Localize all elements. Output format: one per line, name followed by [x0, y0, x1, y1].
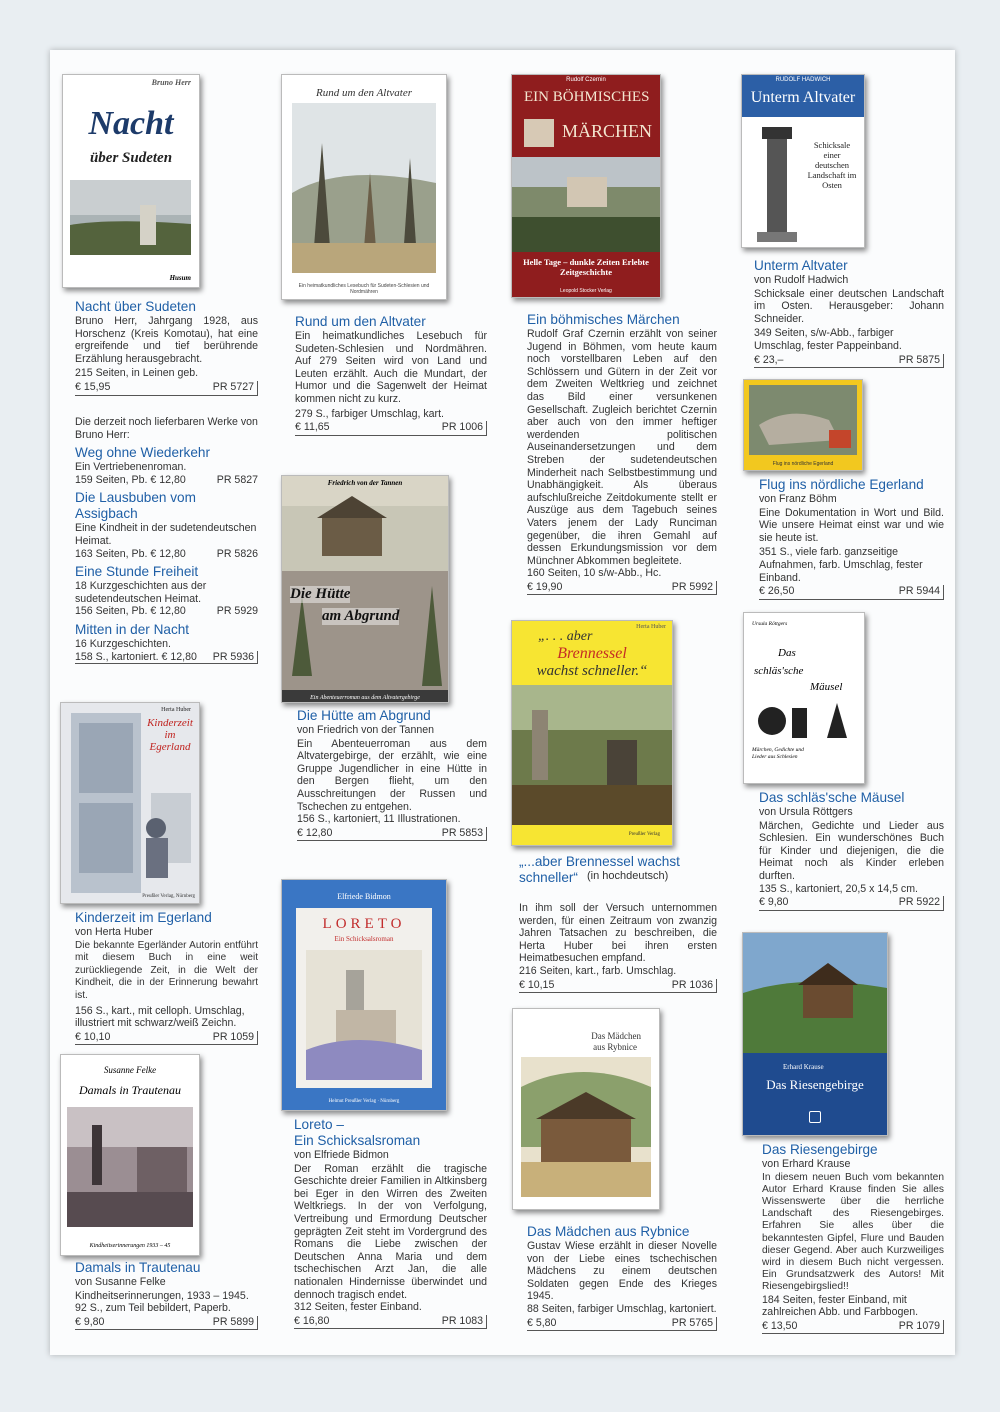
book-cover-nacht[interactable] — [62, 74, 200, 288]
cover-title-line3: Mäusel — [810, 681, 843, 693]
book-description: Der Roman erzählt die tragische Geschichte dreier Familien in Altkinsberg bei Eger in den Wirren des Zweiten Weltkriegs. In der von Verfolgung, Vertreibung und Ermordung Deutscher geprägten Zeit steht im Vordergrund des Romans die Liebe zwischen der Deutschen Anna Maria und dem tschechischen Arzt Jan, die alle nationalen Hindernisse überwindet und dennoch tragisch endet. — [294, 1162, 487, 1301]
cover-author: Friedrich von der Tannen — [327, 479, 403, 487]
order-code: PR 5727 — [212, 380, 254, 393]
book-title[interactable]: Das schläs'sche Mäusel — [759, 790, 905, 805]
price: € 10,15 — [519, 978, 555, 991]
cover-title-line3: wachst schneller.“ — [536, 663, 648, 679]
cover-author: Bruno Herr — [151, 78, 191, 87]
book-title[interactable]: Ein böhmisches Märchen — [527, 312, 680, 327]
price-row — [527, 1317, 717, 1332]
order-code: PR 5936 — [212, 650, 254, 663]
castle-watercolor — [306, 950, 422, 1080]
cover-title: Unterm Altvater — [750, 89, 856, 106]
book-title[interactable]: Weg ohne Wiederkehr — [75, 445, 211, 461]
order-code: PR 5929 — [216, 605, 258, 618]
price-row — [527, 581, 717, 596]
book-flug-egerland — [759, 477, 944, 600]
book-title[interactable]: Damals in Trautenau — [75, 1260, 201, 1275]
cover-title: Rund um den Altvater — [315, 87, 413, 99]
cover-author: RUDOLF HADWICH — [775, 77, 831, 83]
order-code: PR 1006 — [441, 421, 483, 434]
book-info: 135 S., kartoniert, 20,5 x 14,5 cm. — [759, 882, 918, 895]
book-info: 88 Seiten, farbiger Umschlag, kartoniert. — [527, 1302, 717, 1315]
price: € 9,80 — [75, 1315, 105, 1328]
book-description: In ihm soll der Versuch unternommen werden, für einen Zeitraum von zwanzig Jahren Tatsachen zu beschreiben, die Herta Huber bei ihren ersten Heimatbesuchen empfand. — [519, 902, 717, 965]
book-title[interactable]: Flug ins nördliche Egerland — [759, 477, 924, 492]
catalog-page — [50, 50, 955, 1355]
order-code: PR 5944 — [898, 585, 940, 598]
price-row — [75, 381, 258, 396]
book-cover-huette-am-abgrund[interactable] — [281, 475, 449, 703]
herr-more-list — [75, 416, 258, 668]
landscape-illustration — [70, 180, 191, 255]
price-row — [295, 421, 487, 436]
order-code: PR 5765 — [671, 1316, 713, 1329]
cover-title: LORETO — [322, 916, 406, 932]
list-item — [75, 564, 258, 618]
price: € 11,65 — [295, 421, 330, 434]
order-code: PR 5992 — [671, 580, 713, 593]
price: € 13,50 — [762, 1319, 798, 1332]
castle-photo — [512, 157, 660, 252]
list-item — [75, 445, 258, 486]
cover-caption: Helle Tage – dunkle Zeiten Erlebte Zeitgeschichte — [523, 257, 649, 277]
price-row — [297, 827, 487, 842]
cover-title: Das Riesengebirge — [766, 1077, 864, 1092]
book-description: Ein heimatkundliches Lesebuch für Sudeten-Schlesien und Nordmähren. Auf 279 Seiten wird von Land und Leuten erzählt. Auch die Mundart, der Humor und die Sagenwelt der Heimat kommen nicht zu kurz. — [295, 330, 487, 405]
price-row — [754, 354, 944, 369]
price: € 16,80 — [294, 1314, 330, 1327]
book-cover-kinderzeit[interactable] — [60, 702, 200, 904]
price-row — [75, 605, 258, 618]
cover-title: EIN BÖHMISCHES — [524, 89, 650, 105]
cover-title: Das — [778, 647, 796, 659]
book-title[interactable]: Das Mädchen aus Rybnice — [527, 1224, 690, 1239]
price: € 15,95 — [75, 380, 111, 393]
book-title[interactable]: Rund um den Altvater — [295, 314, 426, 329]
cover-subtitle: am Abgrund — [322, 608, 400, 624]
book-info: 158 S., kartoniert. € 12,80 — [75, 650, 197, 663]
price-row — [75, 548, 258, 561]
cover-subtitle: über Sudeten — [89, 150, 173, 166]
book-description: Schicksale einer deutschen Landschaft im Osten. Herausgeber: Johann Schneider. — [754, 287, 944, 325]
book-cover-loreto[interactable] — [281, 879, 447, 1111]
silhouette-illustration — [752, 693, 856, 743]
cover-author: Ursula Röttgers — [752, 621, 788, 627]
cover-title: Kinderzeit im Egerland — [147, 717, 193, 753]
book-cover-unterm-altvater[interactable] — [741, 74, 865, 248]
cottage-watercolor — [521, 1057, 651, 1197]
book-info: 159 Seiten, Pb. € 12,80 — [75, 473, 186, 486]
cover-panel — [296, 908, 432, 1088]
cover-author: Rudolf Czernin — [566, 77, 606, 83]
price-row — [75, 1316, 258, 1331]
cover-subtitle: MÄRCHEN — [562, 121, 653, 141]
cover-title-line2: Brennessel — [557, 645, 627, 662]
book-info: 349 Seiten, s/w-Abb., farbiger Umschlag, fester Pappeinband. — [754, 327, 902, 352]
order-code: PR 1079 — [898, 1319, 940, 1332]
price-row — [519, 979, 717, 994]
book-description: Ein Vertriebenenroman. — [75, 461, 187, 474]
price-row — [759, 896, 944, 911]
cemetery-photo — [512, 685, 672, 825]
book-brennessel — [519, 854, 717, 993]
book-author: von Herta Huber — [75, 926, 153, 938]
book-info: 156 S., kart., mit celloph. Umschlag, illustriert mit schwarz/weiß Zeichn. — [75, 1004, 245, 1030]
book-title[interactable]: Unterm Altvater — [754, 258, 848, 273]
book-title[interactable]: Das Riesengebirge — [762, 1142, 878, 1157]
price: € 9,80 — [759, 896, 789, 909]
title-note: (in hochdeutsch) — [587, 870, 669, 882]
herr-note: Die derzeit noch lieferbaren Werke von Bruno Herr: — [75, 416, 258, 441]
book-info: 279 S., farbiger Umschlag, kart. — [295, 407, 444, 420]
cover-subtitle: Kindheitserinnerungen 1933 – 45 — [89, 1243, 171, 1249]
book-author: von Elfriede Bidmon — [294, 1149, 389, 1161]
cover-publisher: Husum — [169, 274, 191, 282]
book-description: In diesem neuen Buch vom bekannten Autor Erhard Krause finden Sie alles Wissenswerte über die herrliche Landschaft des Riesengebirges. Erfahren Sie alles über die bekanntesten Gipfel, Flure und Bauden dieser Gegend. Aber auch Kurzweiliges wird in diesem Buch nicht vergessen. Ein Grundsatzwerk des Autors! Mit Riesengebirgslied!! — [762, 1171, 944, 1293]
cover-title: Das Mädchen — [591, 1031, 641, 1041]
book-description: Rudolf Graf Czernin erzählt von seiner Jugend in Böhmen, vom heute kaum noch vorstellbaren Leben auf den Schlössern und Gütern in der Zeit vor dem Zweiten Weltkrieg und zeichnet das Bild einer versunkenen Gesellschaft. Zugleich berichtet Czernin aber auch von den immer heftiger werdenden politischen Auseinandersetzungen und dem Streben der sudetendeutschen Minderheit nach Selbstbestimmung und Unabhängigkeit. Als überaus aufschlußreiche Zeitdokumente stellt er Auszüge aus dem Tagebuch seines Vaters jenem der Lady Runciman gegenüber, die ihren Gemahl auf dessen Erkundungsmission vor dem Münchner Abkommen begleitete. — [527, 328, 717, 567]
book-author: von Susanne Felke — [75, 1276, 166, 1288]
order-code: PR 5853 — [441, 826, 483, 839]
book-loreto — [294, 1117, 487, 1329]
price-row — [75, 1031, 258, 1046]
order-code: PR 1036 — [671, 978, 713, 991]
cover-title: „. . . aber — [538, 629, 593, 644]
order-code: PR 1083 — [441, 1314, 483, 1327]
book-boehmisches-maerchen — [527, 312, 717, 595]
cover-subtitle: Ein Schicksalsroman — [334, 935, 394, 943]
book-description: Märchen, Gedichte und Lieder aus Schlesien. Ein wunderschönes Buch für Kinder und diejenigen, die die Heimat noch als Kinder erleben durften. — [759, 819, 944, 882]
cover-publisher: Helmut Preußler Verlag · Nürnberg — [328, 1099, 400, 1104]
book-title[interactable]: Die Lausbuben vom Assigbach — [75, 490, 196, 522]
book-trautenau — [75, 1260, 258, 1330]
book-info: 160 Seiten, 10 s/w-Abb., Hc. — [527, 567, 662, 580]
order-code: PR 5827 — [216, 473, 258, 486]
book-cover-boehmisches-maerchen[interactable] — [511, 74, 661, 298]
book-author: von Rudolf Hadwich — [754, 274, 849, 286]
cover-title: Nacht — [88, 105, 174, 142]
order-code: PR 5826 — [216, 547, 258, 560]
book-info: 351 S., viele farb. ganzseitige Aufnahmen, farb. Umschlag, fester Einband. — [759, 546, 923, 584]
book-author: von Friedrich von der Tannen — [297, 724, 435, 736]
book-nacht — [75, 299, 258, 396]
book-info: 156 Seiten, Pb. € 12,80 — [75, 605, 186, 618]
book-author: von Franz Böhm — [759, 493, 837, 505]
price-row — [294, 1315, 487, 1330]
book-description: Ein Abenteuerroman aus dem Altvatergebirge, der erzählt, wie eine Gruppe Jugendlicher in eine Hütte in den Bergen flieht, um den Ausschreitungen der Russen und Tschechen zu entgehen. — [297, 737, 487, 813]
book-description: Kindheitserinnerungen, 1933 – 1945. — [75, 1289, 249, 1302]
tower-drawing — [752, 127, 802, 242]
price-row — [75, 474, 258, 487]
book-info: 163 Seiten, Pb. € 12,80 — [75, 547, 186, 560]
list-item — [75, 490, 258, 560]
cover-title: Damals in Trautenau — [78, 1083, 181, 1097]
price: € 12,80 — [297, 826, 333, 839]
book-cover-rund-um-altvater[interactable] — [281, 74, 447, 300]
cover-author: Elfriede Bidmon — [337, 892, 391, 901]
mountain-photo — [743, 933, 887, 1053]
cover-subtitle: Märchen, Gedichte und Lieder aus Schlesien — [752, 747, 804, 760]
cover-caption: Ein heimatkundliches Lesebuch für Sudeten-Schlesien und Nordmähren — [298, 283, 430, 295]
cover-author: Herta Huber — [636, 624, 666, 630]
price-row — [759, 585, 944, 600]
book-huette-am-abgrund — [297, 708, 487, 841]
book-title[interactable]: Eine Stunde Freiheit — [75, 564, 199, 580]
book-title[interactable]: Loreto – — [294, 1117, 344, 1132]
book-title[interactable]: Nacht über Sudeten — [75, 299, 196, 314]
price: € 19,90 — [527, 580, 563, 593]
book-description: 18 Kurzgeschichten aus der sudetendeutschen Heimat. — [75, 580, 207, 605]
town-photo — [67, 1107, 193, 1227]
cover-author: Herta Huber — [161, 707, 191, 713]
list-item — [75, 622, 258, 664]
portrait-photo — [524, 119, 554, 147]
publisher-logo-icon — [809, 1111, 821, 1123]
cover-publisher: Preußler Verlag — [628, 832, 660, 837]
aerial-photo — [749, 385, 857, 455]
price: € 5,80 — [527, 1316, 557, 1329]
cover-author: Susanne Felke — [103, 1065, 157, 1075]
book-description: Gustav Wiese erzählt in dieser Novelle von der Liebe eines tschechischen Mädchens zu einem deutschen Soldaten gegen Ende des Krieges 1945. — [527, 1240, 717, 1303]
book-info: 156 S., kartoniert, 11 Illustrationen. — [297, 813, 461, 826]
price: € 26,50 — [759, 585, 795, 598]
book-riesengebirge — [762, 1142, 944, 1334]
cover-caption: Flug ins nördliche Egerland — [772, 461, 834, 467]
order-code: PR 5922 — [898, 896, 940, 909]
cover-subtitle: Schicksale einer deutschen Landschaft im Osten — [807, 140, 857, 190]
price-row — [762, 1320, 944, 1335]
book-info: 312 Seiten, fester Einband. — [294, 1301, 422, 1314]
book-schlaessche-maeusel — [759, 790, 944, 911]
order-code: PR 5899 — [212, 1315, 254, 1328]
book-description: Bruno Herr, Jahrgang 1928, aus Horschenz (Kreis Komotau), hat eine ergreifende und tief berührende Erzählung herausgebracht. — [75, 315, 258, 365]
book-info: 92 S., zum Teil bebildert, Paperb. — [75, 1302, 231, 1315]
forest-illustration — [292, 103, 436, 273]
book-description: Eine Dokumentation in Wort und Bild. Wie unsere Heimat einst war und wie sie heute ist. — [759, 506, 944, 544]
book-cover-schlaessche-maeusel[interactable] — [743, 612, 865, 784]
cover-publisher: Leopold Stocker Verlag — [560, 288, 612, 294]
book-description: Die bekannte Egerländer Autorin entführt mit diesem Buch in eine weit zurückliegende Zeit, in die Welt der Kindheit, die in der Erinnerung bewahrt ist. — [75, 939, 258, 1001]
book-info: 215 Seiten, in Leinen geb. — [75, 367, 199, 380]
book-maedchen-rybnice — [527, 1224, 717, 1331]
book-author: von Erhard Krause — [762, 1158, 851, 1170]
order-code: PR 1059 — [212, 1030, 254, 1043]
price: € 23,– — [754, 353, 784, 366]
cover-title-line2: schläs'sche — [754, 665, 804, 677]
book-title[interactable]: Die Hütte am Abgrund — [297, 708, 431, 723]
book-rund-um-altvater — [295, 314, 487, 436]
book-title[interactable]: „...aber Brennessel wachst schneller“ — [519, 854, 680, 885]
book-cover-maedchen-rybnice[interactable] — [512, 1008, 660, 1210]
book-info: 216 Seiten, kart., farb. Umschlag. — [519, 964, 677, 977]
book-kinderzeit — [75, 910, 258, 1045]
book-unterm-altvater — [754, 258, 944, 368]
cover-author: Erhard Krause — [783, 1063, 824, 1071]
cover-title: Die Hütte — [290, 586, 351, 602]
price: € 10,10 — [75, 1030, 111, 1043]
cover-subtitle: aus Rybnice — [593, 1042, 637, 1052]
book-description: Eine Kindheit in der sudetendeutschen Heimat. — [75, 522, 257, 547]
book-cover-brennessel[interactable] — [511, 620, 673, 846]
book-title[interactable]: Mitten in der Nacht — [75, 621, 190, 637]
book-cover-trautenau[interactable] — [60, 1054, 200, 1256]
book-author: von Ursula Röttgers — [759, 806, 853, 818]
book-title[interactable]: Kinderzeit im Egerland — [75, 910, 212, 925]
book-title-line2[interactable]: Ein Schicksalsroman — [294, 1133, 421, 1148]
book-cover-riesengebirge[interactable] — [742, 932, 888, 1136]
price-row — [75, 651, 258, 665]
book-cover-flug-egerland[interactable] — [743, 379, 863, 471]
book-description: 16 Kurzgeschichten. — [75, 637, 171, 650]
book-info: 184 Seiten, fester Einband, mit zahlreichen Abb. und Farbbogen. — [762, 1293, 919, 1319]
order-code: PR 5875 — [898, 353, 940, 366]
cover-caption: Ein Abenteuerroman aus dem Altvatergebirge — [310, 695, 420, 701]
cover-publisher: Preußler Verlag, Nürnberg — [142, 894, 195, 899]
